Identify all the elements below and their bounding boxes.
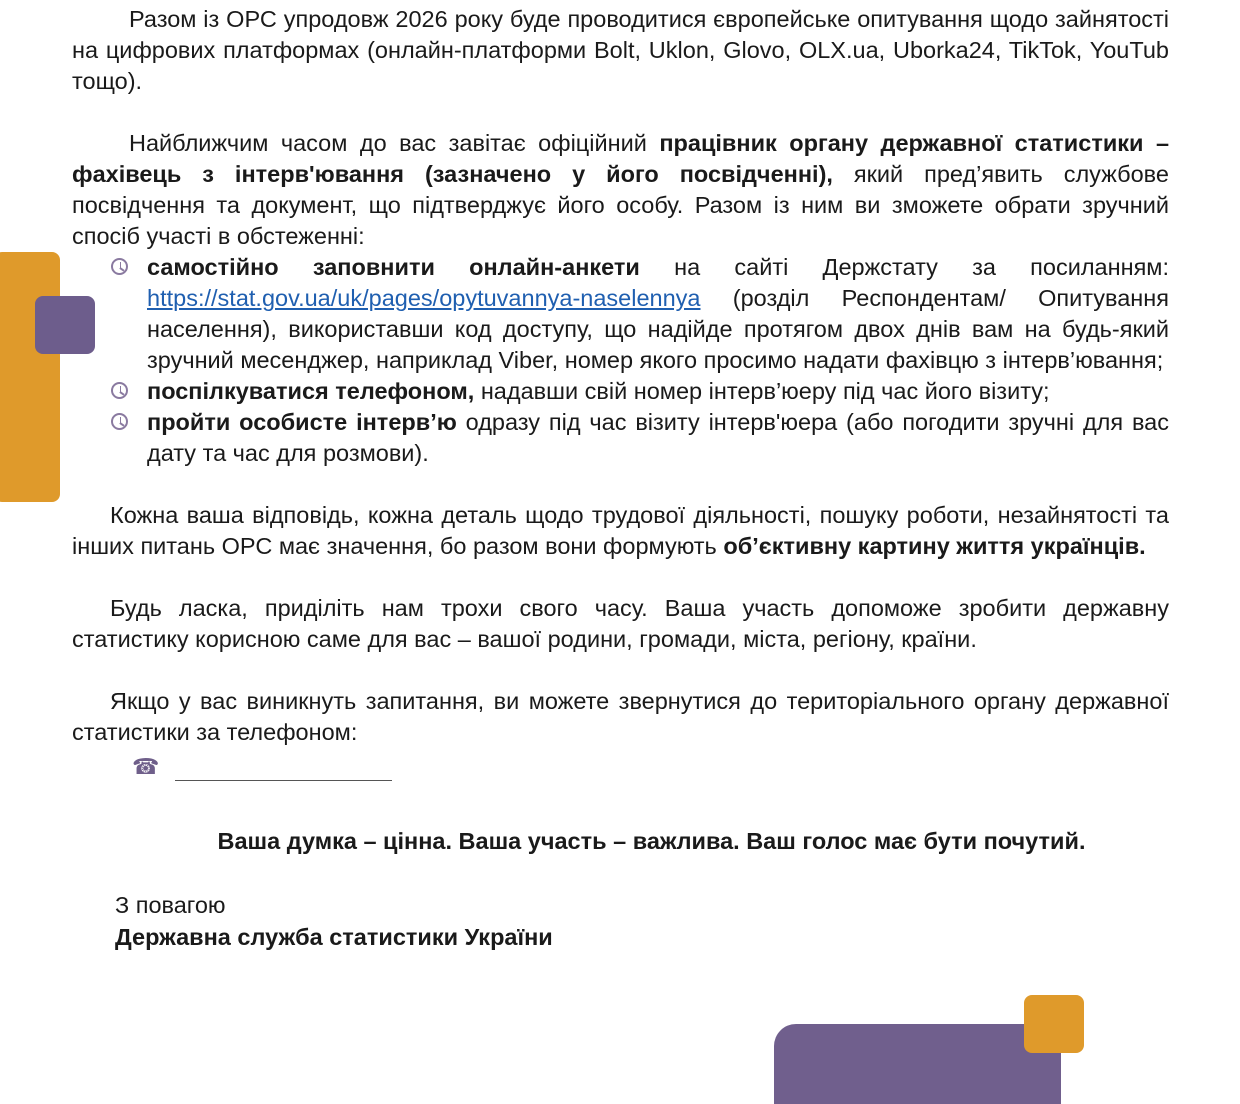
option-online-text: на сайті Держстату за посиланням: [639,254,1169,280]
visit-paragraph [72,128,1169,252]
phone-row [72,750,1169,800]
option-online-text-after: (розділ Респондентам/ Опитування населення), використавши код доступу, що надійде протягом двох днів вам на будь-який зручний месенджер, наприклад Viber, номер якого просимо надати фахівцю з інтерв’ювання; [147,285,1169,373]
option-phone-bold: поспілкуватися телефоном, [147,378,475,404]
participation-options [72,252,1169,469]
decor-orange-square-bottom [1024,995,1084,1053]
clock-icon [111,258,128,275]
letter-body [72,4,1169,953]
phone-number-blank [175,780,392,781]
option-online [147,252,1169,376]
decor-orange-bar-left [0,252,60,502]
option-phone-text: надавши свій номер інтерв’юеру під час його візиту; [474,378,1050,404]
intro-paragraph: Разом із ОРС упродовж 2026 року буде проводитися європейське опитування щодо зайнятості на цифрових платформах (онлайн-платформи Bolt, Uklon, Glovo, OLX.ua, Uborka24, TikTok, YouTub тощо). [72,6,1169,94]
option-online-bold: самостійно заповнити онлайн-анкети [147,254,640,280]
decor-purple-block-bottom [774,1024,1061,1104]
visit-lead: Найближчим часом до вас завітає офіційний [129,130,660,156]
clock-icon [111,413,128,430]
contact-paragraph: Якщо у вас виникнуть запитання, ви можете звернутися до територіального органу державної статистики за телефоном: [72,688,1169,745]
clock-icon [111,382,128,399]
visit-bold: працівник органу державної статистики – фахівець з інтерв'ювання (зазначено у його посвідченні), [72,130,1170,187]
option-phone [147,376,1169,407]
phone-icon: ☎ [132,755,160,780]
importance-bold: об’єктивну картину життя українців. [723,533,1146,559]
option-interview-bold: пройти особисте інтерв’ю [147,409,457,435]
signature [115,921,1169,953]
signature-block [72,889,1169,953]
option-interview [147,407,1169,469]
visit-rest: який пред’явить службове посвідчення та документ, що підтверджує його особу. Разом із ним ви зможете обрати зручний спосіб участі в обстеженні: [72,161,1169,249]
option-interview-text: одразу під час візиту інтерв'юера (або погодити зручні для вас дату та час для розмови). [147,409,1169,466]
signature-org: Державна служба статистики України [115,924,553,950]
survey-link[interactable]: https://stat.gov.ua/uk/pages/opytuvannya-naselennya [147,285,701,311]
importance-paragraph [72,500,1169,562]
request-paragraph: Будь ласка, приділіть нам трохи свого часу. Ваша участь допоможе зробити державну статистику корисною саме для вас – вашої родини, громади, міста, регіону, країни. [72,595,1169,652]
closing: З повагою [115,892,226,918]
slogan: Ваша думка – цінна. Ваша участь – важлива. Ваш голос має бути почутий. [217,828,1086,854]
importance-text: Кожна ваша відповідь, кожна деталь щодо трудової діяльності, пошуку роботи, незайнятості та інших питань ОРС має значення, бо разом вони формують [72,502,1169,559]
